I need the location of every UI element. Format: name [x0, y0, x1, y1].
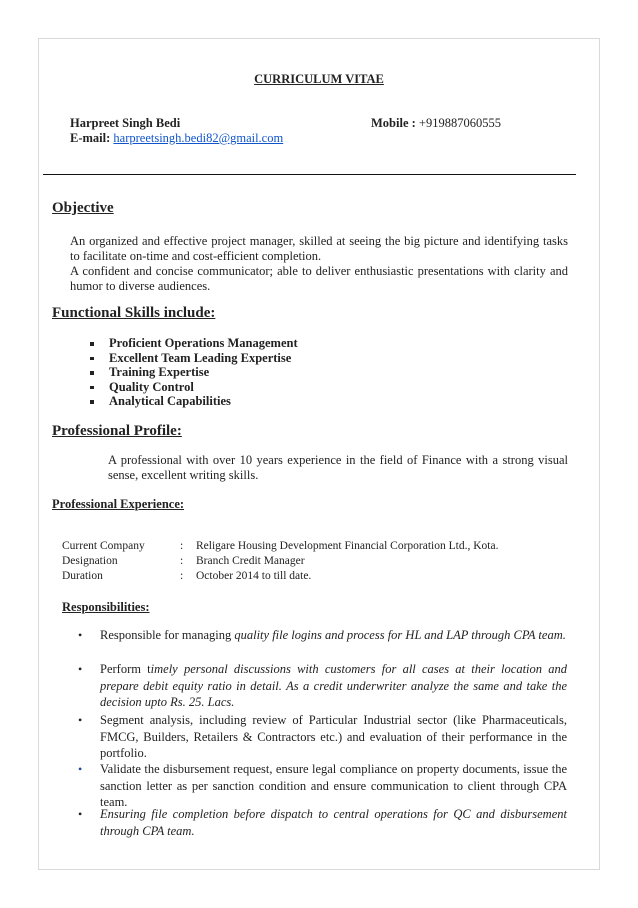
responsibility-item: Segment analysis, including review of Particular Industrial sector (like Pharmaceuticals, FMCG, Builders, Retailers & Contractors etc.) and evaluation of their performance in the portfolio.: [100, 713, 567, 761]
row-key: Current Company: [62, 540, 145, 552]
row-sep: :: [180, 570, 184, 582]
bullet-icon: •: [78, 807, 83, 821]
mobile-label: Mobile :: [371, 116, 416, 130]
skill-item: Proficient Operations Management: [90, 336, 298, 351]
experience-row-duration: [62, 569, 582, 583]
experience-row-company: [62, 539, 582, 553]
bullet-icon: •: [78, 628, 83, 642]
mobile-value: +919887060555: [418, 116, 501, 130]
responsibility-item: Validate the disbursement request, ensure legal compliance on property documents, issue the sanction letter as per sanction condition and ensure communication to client through CPA team.: [100, 762, 567, 810]
row-value: October 2014 to till date.: [196, 570, 312, 582]
experience-row-designation: [62, 554, 582, 568]
row-sep: :: [180, 555, 184, 567]
row-value: Branch Credit Manager: [196, 555, 305, 567]
objective-line-1: An organized and effective project manager, skilled at seeing the big picture and identifying tasks to facilitate on-time and cost-efficient completion.: [70, 234, 568, 263]
mobile-line: [371, 116, 501, 131]
row-key: Designation: [62, 555, 118, 567]
email-line: [70, 131, 283, 146]
email-link[interactable]: harpreetsingh.bedi82@gmail.com: [113, 131, 284, 145]
objective-line-2: A confident and concise communicator; able to deliver enthusiastic presentations with clarity and humor to diverse audiences.: [70, 264, 568, 293]
responsibility-item: Ensuring file completion before dispatch to central operations for QC and disbursement through CPA team.: [100, 807, 567, 838]
skills-heading: Functional Skills include:: [52, 305, 216, 321]
responsibility-item: Perform timely personal discussions with customers for all cases at their location and prepare debit equity ratio in detail. As a credit underwriter analyze the same and take the decision upto Rs. 25. Lacs.: [100, 662, 567, 710]
skills-list: [90, 336, 298, 409]
email-label: E-mail:: [70, 131, 111, 145]
responsibility-item: Responsible for managing quality file logins and process for HL and LAP through CPA team.: [100, 628, 566, 642]
objective-text: [70, 234, 568, 294]
skill-item: Analytical Capabilities: [90, 394, 298, 409]
bullet-icon: •: [78, 662, 83, 676]
row-sep: :: [180, 540, 184, 552]
header-divider: [43, 174, 576, 175]
skill-item: Training Expertise: [90, 365, 298, 380]
skill-item: Quality Control: [90, 380, 298, 395]
responsibilities-heading: Responsibilities:: [62, 600, 150, 614]
skill-item: Excellent Team Leading Expertise: [90, 351, 298, 366]
objective-heading: Objective: [52, 200, 114, 216]
profile-heading: Professional Profile:: [52, 423, 182, 439]
bullet-icon: •: [78, 713, 83, 727]
row-key: Duration: [62, 570, 103, 582]
experience-heading: Professional Experience:: [52, 497, 185, 511]
profile-text: A professional with over 10 years experience in the field of Finance with a strong visual sense, excellent writing skills.: [108, 453, 568, 482]
candidate-name: Harpreet Singh Bedi: [70, 116, 181, 130]
document-title: CURRICULUM VITAE: [254, 72, 384, 86]
bullet-icon: •: [78, 762, 83, 776]
row-value: Religare Housing Development Financial Corporation Ltd., Kota.: [196, 540, 499, 552]
